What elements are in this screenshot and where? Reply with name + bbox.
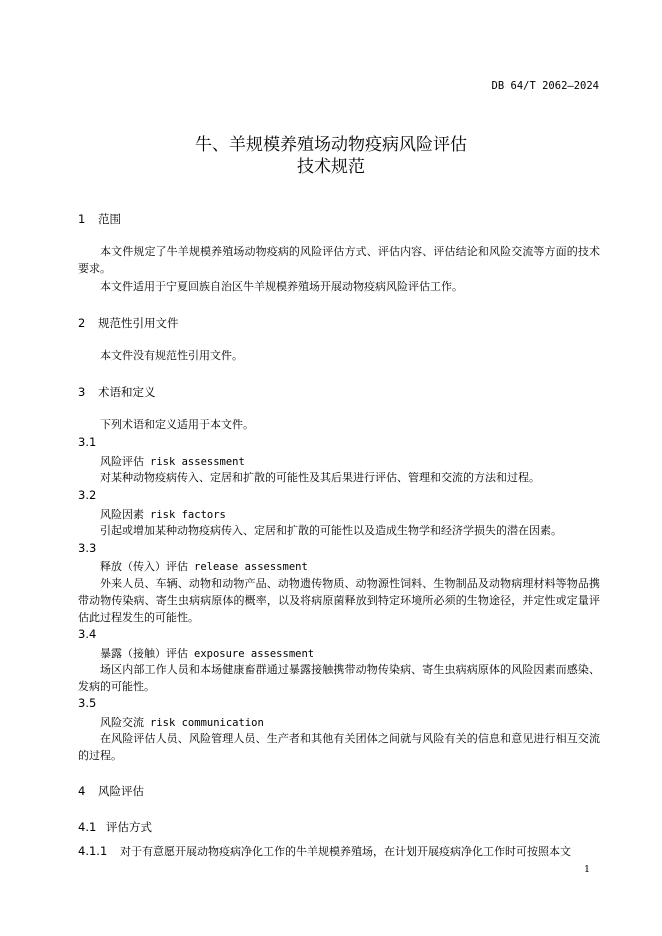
term-en: release assessment	[194, 561, 308, 573]
document-title: 牛、羊规模养殖场动物疫病风险评估	[195, 135, 467, 155]
term-zh: 风险评估	[100, 455, 144, 468]
subsection-number: 4.1	[78, 820, 97, 834]
section-number: 3	[78, 385, 86, 399]
document-subtitle: 技术规范	[297, 157, 365, 177]
term-name	[100, 714, 264, 730]
section-number: 4	[78, 784, 86, 798]
clause-text: 对于有意愿开展动物疫病净化工作的牛羊规模养殖场，在计划开展疫病净化工作时可按照本文	[120, 845, 571, 858]
term-zh: 暴露（接触）评估	[100, 647, 188, 660]
subsection-title: 评估方式	[106, 820, 152, 834]
paragraph: 本文件适用于宁夏回族自治区牛羊规模养殖场开展动物疫病风险评估工作。	[100, 280, 463, 293]
term-en: risk factors	[150, 509, 226, 521]
section-title: 风险评估	[98, 784, 144, 798]
section-3-heading	[78, 384, 156, 400]
term-zh: 释放（传入）评估	[100, 560, 188, 573]
term-number: 3.1	[78, 435, 97, 449]
term-number: 3.5	[78, 696, 97, 710]
section-2-heading	[78, 315, 179, 331]
subsection-4-1-heading	[78, 819, 152, 835]
term-definition: 场区内部工作人员和本场健康畜群通过暴露接触携带动物传染病、寄生虫病病原体的风险因素而感染、发病的可能性。	[78, 663, 600, 693]
clause-4-1-1	[78, 843, 571, 859]
term-name	[100, 645, 314, 661]
section-number: 1	[78, 212, 86, 226]
section-number: 2	[78, 316, 86, 330]
term-en: exposure assessment	[194, 648, 315, 660]
term-definition: 外来人员、车辆、动物和动物产品、动物遗传物质、动物源性饲料、生物制品及动物病理材料等物品携带动物传染病、寄生虫病病原体的概率，以及将病原菌释放到特定环境所必须的生物途径，并定性或定量评估此过程发生的可能性。	[78, 577, 600, 624]
paragraph: 本文件没有规范性引用文件。	[100, 349, 243, 362]
term-zh: 风险交流	[100, 716, 144, 729]
term-name	[100, 453, 245, 469]
clause-number: 4.1.1	[78, 844, 108, 858]
section-title: 术语和定义	[98, 385, 156, 399]
term-number: 3.4	[78, 627, 97, 641]
paragraph: 下列术语和定义适用于本文件。	[100, 418, 254, 431]
section-4-heading	[78, 783, 144, 799]
term-en: risk communication	[150, 717, 264, 729]
term-number: 3.2	[78, 488, 97, 502]
term-name	[100, 558, 308, 574]
paragraph: 本文件规定了牛羊规模养殖场动物疫病的风险评估方式、评估内容、评估结论和风险交流等方面的技术要求。	[78, 245, 600, 275]
section-title: 范围	[98, 212, 121, 226]
term-definition: 引起或增加某种动物疫病传入、定居和扩散的可能性以及造成生物学和经济学损失的潜在因素。	[100, 524, 562, 537]
section-title: 规范性引用文件	[98, 316, 179, 330]
section-1-heading	[78, 211, 121, 227]
term-zh: 风险因素	[100, 508, 144, 521]
term-definition: 在风险评估人员、风险管理人员、生产者和其他有关团体之间就与风险有关的信息和意见进行相互交流的过程。	[78, 732, 600, 762]
term-number: 3.3	[78, 541, 97, 555]
term-name	[100, 506, 226, 522]
document-code: DB 64/T 2062—2024	[491, 80, 599, 92]
term-en: risk assessment	[150, 456, 245, 468]
page-number: 1	[583, 864, 590, 875]
term-definition: 对某种动物疫病传入、定居和扩散的可能性及其后果进行评估、管理和交流的方法和过程。	[100, 471, 540, 484]
